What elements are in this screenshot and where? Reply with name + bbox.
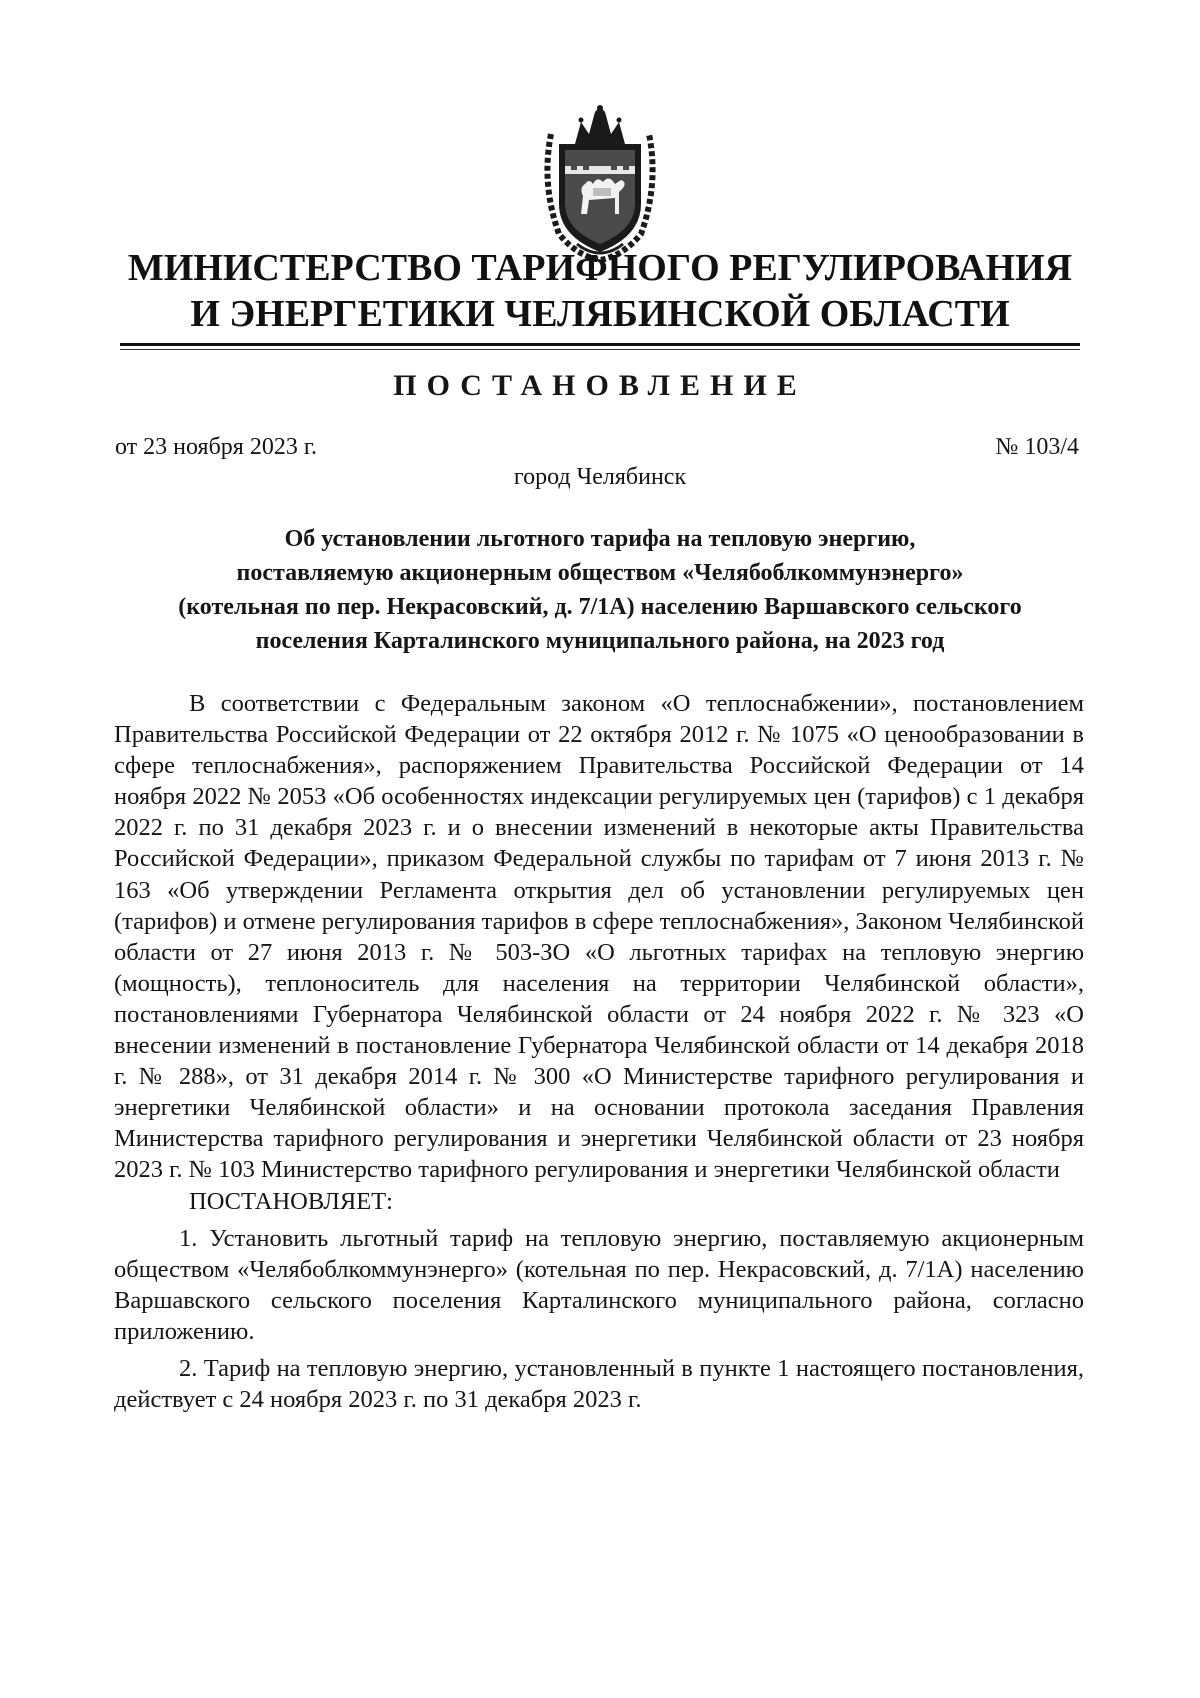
resolution-item-2: 2. Тариф на тепловую энергию, установленный в пункте 1 настоящего постановления, действует с 24 ноября 2023 г. по 31 декабря 2023 г.: [114, 1354, 1084, 1414]
document-date: от 23 ноября 2023 г.: [115, 434, 317, 460]
chelyabinsk-coat-of-arms-emblem: [537, 104, 663, 262]
document-number: № 103/4: [995, 434, 1079, 460]
resolution-title-line-1: Об установлении льготного тарифа на тепловую энергию,: [284, 526, 916, 552]
resolution-item-1: 1. Установить льготный тариф на тепловую энергию, поставляемую акционерным обществом «Челябоблкоммунэнерго» (котельная по пер. Некрасовский, д. 7/1А) населению Варшавского сельского поселения Карталинского муниципального района, согласно приложению.: [114, 1224, 1084, 1345]
resolution-title: [118, 522, 1082, 658]
header-divider-thick: [120, 343, 1080, 346]
ministry-name-line-2: И ЭНЕРГЕТИКИ ЧЕЛЯБИНСКОЙ ОБЛАСТИ: [190, 293, 1010, 335]
ministry-name-line-1: МИНИСТЕРСТВО ТАРИФНОГО РЕГУЛИРОВАНИЯ: [127, 247, 1073, 289]
document-type-title: ПОСТАНОВЛЕНИЕ: [393, 369, 807, 402]
document-city: город Челябинск: [513, 464, 687, 490]
resolution-body: [114, 688, 1084, 1415]
resolution-title-line-4: поселения Карталинского муниципального района, на 2023 год: [255, 628, 945, 654]
resolves-keyword: ПОСТАНОВЛЯЕТ:: [189, 1187, 393, 1215]
resolution-title-line-2: поставляемую акционерным обществом «Челябоблкоммунэнерго»: [236, 560, 964, 586]
ministry-name-heading: [120, 245, 1080, 337]
preamble-paragraph: В соответствии с Федеральным законом «О теплоснабжении», постановлением Правительства Российской Федерации от 22 октября 2012 г. № 1075 «О ценообразовании в сфере теплоснабжения», распоряжением Правительства Российской Федерации от 14 ноября 2022 № 2053 «Об особенностях индексации регулируемых цен (тарифов) с 1 декабря 2022 г. по 31 декабря 2023 г. и о внесении изменений в некоторые акты Правительства Российской Федерации», приказом Федеральной службы по тарифам от 7 июня 2013 г. № 163 «Об утверждении Регламента открытия дел об установлении регулируемых цен (тарифов) и отмене регулирования тарифов в сфере теплоснабжения», Законом Челябинской области от 27 июня 2013 г. № 503-ЗО «О льготных тарифах на тепловую энергию (мощность), теплоноситель для населения на территории Челябинской области», постановлениями Губернатора Челябинской области от 24 ноября 2022 г. № 323 «О внесении изменений в постановление Губернатора Челябинской области от 14 декабря 2018 г. № 288», от 31 декабря 2014 г. № 300 «О Министерстве тарифного регулирования и энергетики Челябинской области» и на основании протокола заседания Правления Министерства тарифного регулирования и энергетики Челябинской области от 23 ноября 2023 г. № 103 Министерство тарифного регулирования и энергетики Челябинской области: [114, 690, 1084, 1184]
resolution-title-line-3: (котельная по пер. Некрасовский, д. 7/1А) населению Варшавского сельского: [178, 594, 1022, 620]
header-divider-thin: [120, 349, 1080, 350]
